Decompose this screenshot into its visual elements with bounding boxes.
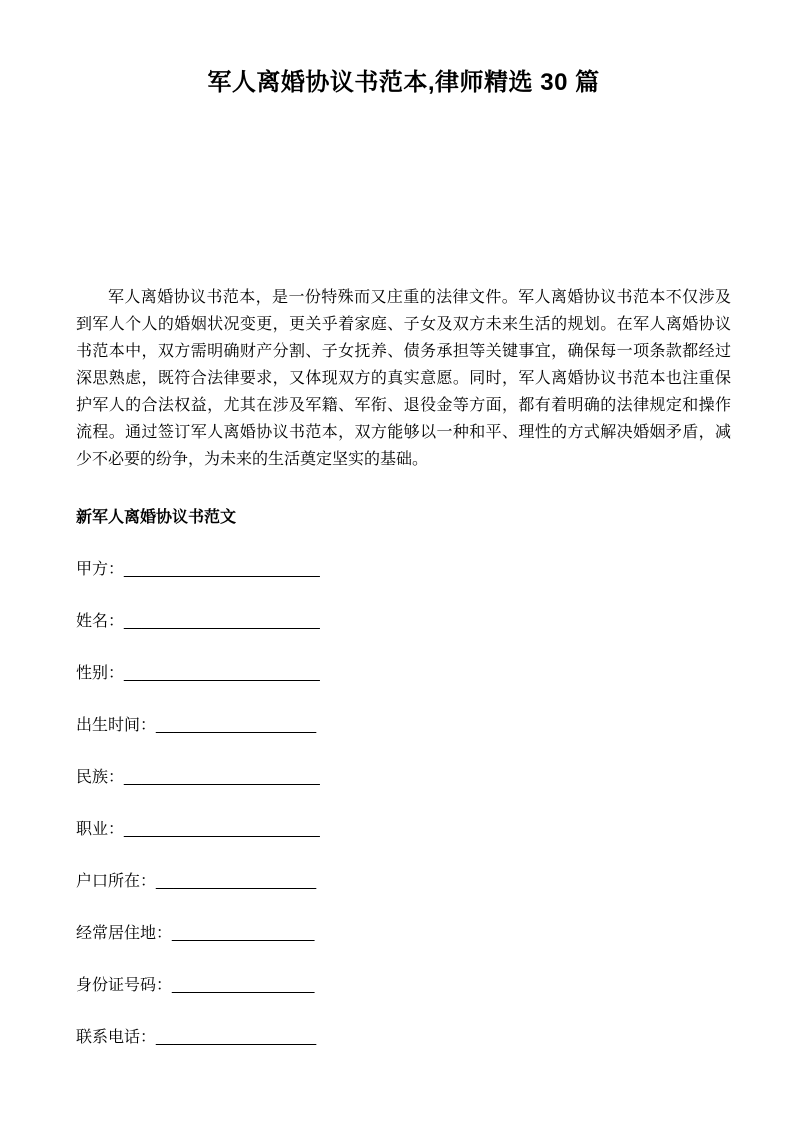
field-row-habitual-residence: [76, 920, 731, 947]
field-blank-line: ______________________: [124, 561, 320, 578]
field-label-birth-date: 出生时间：: [76, 717, 157, 734]
field-label-household-registration: 户口所在：: [76, 873, 157, 890]
field-row-party-a: [76, 556, 731, 583]
intro-paragraph: 军人离婚协议书范本，是一份特殊而又庄重的法律文件。军人离婚协议书范本不仅涉及到军人个人的婚姻状况变更，更关乎着家庭、子女及双方未来生活的规划。在军人离婚协议书范本中，双方需明确财产分割、子女抚养、债务承担等关键事宜，确保每一项条款都经过深思熟虑，既符合法律要求，又体现双方的真实意愿。同时，军人离婚协议书范本也注重保护军人的合法权益，尤其在涉及军籍、军衔、退役金等方面，都有着明确的法律规定和操作流程。通过签订军人离婚协议书范本，双方能够以一种和平、理性的方式解决婚姻矛盾，减少不必要的纷争，为未来的生活奠定坚实的基础。: [76, 289, 731, 468]
field-row-phone: [76, 1024, 731, 1051]
field-label-id-number: 身份证号码：: [76, 977, 173, 994]
field-row-occupation: [76, 816, 731, 843]
field-row-id-number: [76, 972, 731, 999]
field-label-occupation: 职业：: [76, 821, 125, 838]
field-label-gender: 性别：: [76, 665, 125, 682]
field-row-ethnicity: [76, 764, 731, 791]
field-blank-line: ______________________: [124, 769, 320, 786]
field-row-household-registration: [76, 868, 731, 895]
field-blank-line: __________________: [156, 1029, 317, 1046]
field-label-phone: 联系电话：: [76, 1029, 157, 1046]
field-blank-line: __________________: [156, 873, 317, 890]
field-row-birth-date: [76, 712, 731, 739]
field-blank-line: ________________: [172, 977, 315, 994]
field-blank-line: ______________________: [124, 613, 320, 630]
field-label-ethnicity: 民族：: [76, 769, 125, 786]
field-label-habitual-residence: 经常居住地：: [76, 925, 173, 942]
field-blank-line: ______________________: [124, 665, 320, 682]
page-title: 军人离婚协议书范本,律师精选 30 篇: [207, 69, 600, 96]
field-label-party-a: 甲方：: [76, 561, 125, 578]
section-heading: 新军人离婚协议书范文: [76, 509, 237, 526]
field-blank-line: __________________: [156, 717, 317, 734]
field-label-name: 姓名：: [76, 613, 125, 630]
field-blank-line: ________________: [172, 925, 315, 942]
field-row-name: [76, 608, 731, 635]
field-blank-line: ______________________: [124, 821, 320, 838]
field-row-gender: [76, 660, 731, 687]
